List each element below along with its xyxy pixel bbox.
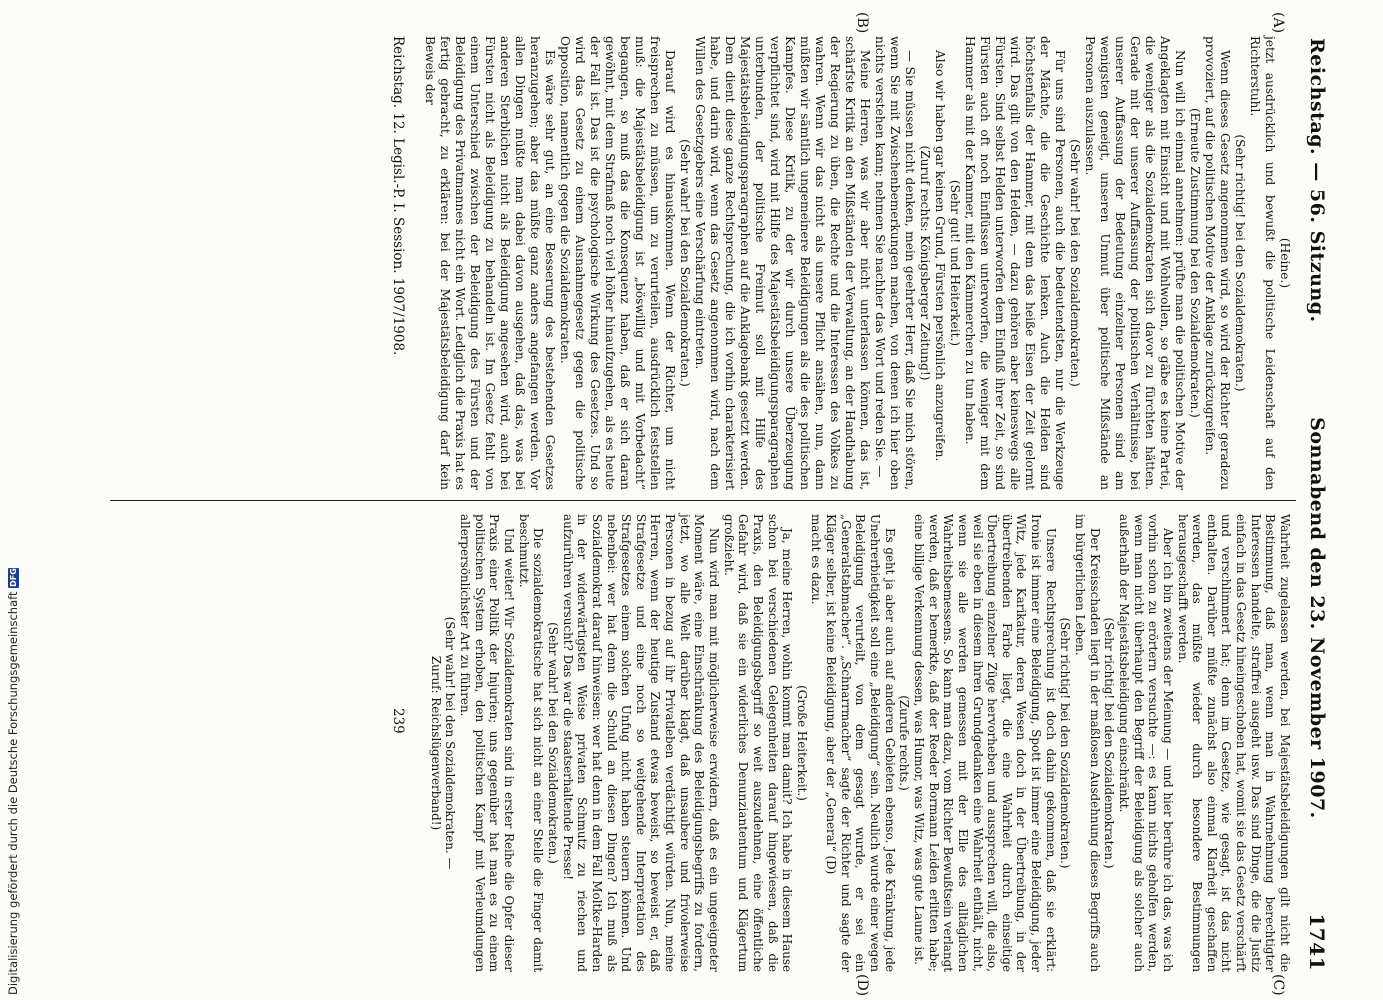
header-left-title: Reichstag. — 56. Sitzung. <box>1306 38 1328 323</box>
paragraph: Und weiter! Wir Sozialdemokraten sind in erster Reihe die Opfer dieser Praxis einer Politik der Injurien; uns gegenüber hat man es zu einem politischen System erhoben, den politischen Kampf mit Verleumdungen allerpersönlichster Art zu führen. <box>458 514 517 972</box>
paragraph: Nun wird man mit möglicherweise erwidern, daß es ein ungeeigneter Moment wäre, eine Einschränkung des Beleidigungsbegriffs zu fordern, jetzt, wo alle Welt darüber klagt, daß unsaubere und frivolerweise Personen in bezug auf ihr Privatleben verdächtigt würden. Nun, meine Herren, wenn der heutige Zustand etwas beweist, so beweist er, daß Strafgesetze und eine noch so weitgehende Interpretation des Strafgesetzes einem solchen Unfug nicht haben steuern können. Und nebenbei: wer hat denn die Schuld an diesen Dingen? Ich muß als Sozialdemokrat darauf hinweisen: wer hat denn in dem Fall Moltke-Harden in der widerwärtigsten Weise privaten Schmutz zu riechen und aufzurühren versucht? Das war die staatserhaltende Presse! <box>560 514 722 972</box>
digitization-credit <box>6 568 20 995</box>
column-divider <box>110 500 1296 501</box>
interjection-line: (Große Heiterkeit.) <box>794 685 809 801</box>
paragraph: Es wäre sehr gut, an eine Besserung des bestehenden Gesetzes heranzugehen; aber das müßte ganz anders angefangen werden. Vor allen Dingen müßte man dabei davon ausgehen, daß das, was bei anderen Sterblichen nicht als Beleidigung angesehen wird, auch bei Fürsten nicht als Beleidigung zu behandeln ist. Im Gesetz fehlt von einem Unterschied zwischen der Beleidigung des Fürsten und der Beleidigung des Privatmannes nicht ein Wort. Lediglich die Praxis hat es fertig gebracht, zu erklären: bei der Majestätsbeleidigung darf kein Beweis der <box>423 36 557 490</box>
interjection-line: (Zurufe rechts.) <box>897 695 912 791</box>
paragraph: — Sie müssen nicht denken, mein geehrter Herr, daß Sie mich stören, wenn Sie mit Zwischenbemerkungen machen, von denen ich hier oben nichts verstehen kann; nehmen Sie nachher das Wort und reden Sie. — <box>873 36 917 490</box>
interjection-line: (Sehr wahr! bei den Sozialdemokraten. — <box>443 616 458 870</box>
interjection-line: (Sehr wahr! bei den Sozialdemokraten.) <box>1068 139 1082 387</box>
interjection-line: (Sehr richtig! bei den Sozialdemokraten.) <box>1058 617 1073 869</box>
paragraph: Aber ich bin zweitens der Meinung — und hier berühre ich das, was ich vorhin schon zu erörtern versuchte —: es kann nichts geholfen werden, wenn man nicht überhaupt den Begriff der Beleidigung als solcher auch außerhalb der Majestätsbeleidigung einschränkt. <box>1116 514 1175 972</box>
interjection-line: (Erneute Zustimmung bei den Sozialdemokraten.) <box>1188 108 1202 418</box>
interjection-line: (Sehr richtig! bei den Sozialdemokraten.) <box>1233 134 1247 392</box>
paragraph: jetzt ausdrücklich und bewußt die politische Leidenschaft auf den Richterstuhl. <box>1248 36 1277 490</box>
rotated-sheet <box>50 8 1340 997</box>
paragraph: Die sozialdemokratische hat sich nicht an einer Stelle die Finger damit beschmutzt. <box>516 514 546 972</box>
paragraph: Es geht ja aber auch auf anderen Gebieten ebenso. Jede Kränkung, jede Unehrerbietigkeit soll eine „Beleidigung“ sein. Neulich wurde einer wegen Beleidigung verurteilt, von dem gesagt wurde, er sei ein „Generalstabmacher“. „Schnarrmacher“ sagte der Richter und sagte der Kläger selber, ist keine Beleidigung, aber der „General“ (D) <box>824 514 897 972</box>
left-text-column <box>422 36 1292 490</box>
interjection-line: (Heine.) <box>1278 237 1292 289</box>
interjection-line: (Sehr wahr! bei den Sozialdemokraten.) <box>678 139 692 387</box>
interjection-line: (Sehr richtig! bei den Sozialdemokraten.) <box>1102 617 1117 869</box>
paragraph: Darauf wird es hinauskommen. Wenn der Richter, um nicht freisprechen zu müssen, um zu verurteilen, ausdrücklich feststellen muß: die Majestätsbeleidigung ist „böswillig und mit Vorbedacht“ begangen, so muß das die Konsequenz haben, daß er sich daran gewöhnt, mit dem Strafmaß noch viel höher hinaufzugehen, als es heute der Fall ist. Das ist die psychologische Wirkung des Gesetzes. Und so wird das Gesetz zu einem Ausnahmegesetz gegen die politische Opposition, namentlich gegen die Sozialdemokraten. <box>558 36 677 490</box>
margin-mark-a: (A) <box>1270 12 1286 34</box>
credit-text: Digitalisierung gefördert durch die Deutsche Forschungsgemeinschaft <box>6 591 20 995</box>
page-header <box>1300 38 1334 971</box>
paragraph: Meine Herren, was wir aber nicht unterlassen können, das ist, schärfste Kritik an den Mißständen der Verwaltung, an der Handhabung der Regierung zu üben, die Rechte und die Interessen des Volkes zu wahren. Wenn wir das nicht als unsere Pflicht ansähen, nun, dann müßten wir sämtlich ungemeinere Beleidigungen als die des politischen Kampfes. Diese Kritik, zu der wir durch unsere Überzeugung verpflichtet sind, wird mit Hilfe des Majestätsbeleidigungsparagraphen unterbunden, der politische Freimut soll mit Hilfe des Majestätsbeleidigungsparagraphen auf die Anklagebank gesetzt werden. Dem dient diese ganze Rechtsprechung, die ich vorhin charakterisiert habe, und darin wird, wenn das Gesetz angenommen wird, nach dem Willen des Gesetzgebers eine Verschärfung eintreten. <box>693 36 872 490</box>
paragraph: Der Kreisschaden liegt in der maßlosen Ausdehnung dieses Begriffs auch im bürgerlichen Leben. <box>1073 514 1102 972</box>
right-text-column <box>428 514 1292 972</box>
interjection-line: (Sehr gut! und Heiterkeit.) <box>948 179 962 347</box>
paragraph: Für uns sind Personen, auch die bedeutendsten, nur die Werkzeuge der Mächte, die die Geschichte lenken. Auch die Helden sind höchstenfalls der Hammer, mit dem das heiße Eisen der Zeit gelormt wird. Das gilt von den Helden, — dazu gehören aber keineswegs alle Fürsten. Sind selbst Helden unterworfen dem Einfluß ihrer Zeit, so sind Fürsten auch oft noch Einflüssen unterworfen, die weniger mit dem Hammer als mit der Kammer, mit den Kämmerchen zu tun haben. <box>963 36 1067 490</box>
header-date: Sonnabend den 23. November 1907. <box>1306 417 1328 819</box>
margin-mark-d: (D) <box>854 974 870 997</box>
footer-session-info: Reichstag. 12. Legisl.-P. I. Session. 1907/1908. <box>390 36 406 356</box>
footer-page-number: 239 <box>390 708 406 734</box>
paragraph: Also wir haben gar keinen Grund, Fürsten persönlich anzugreifen. <box>933 50 947 462</box>
paragraph: Wenn dieses Gesetz angenommen wird, so wird der Richter geradezu provoziert, auf die politischen Motive der Anklage zurückzugreifen. <box>1203 36 1232 490</box>
interjection-line: (Zuruf rechts: Königsberger Zeitung!) <box>918 145 932 381</box>
paragraph: Unsere Rechtsprechung ist doch dahin gekommen, daß sie erklärt: Ironie ist immer eine Beleidigung, Spott ist immer eine Beleidigung, jeder Witz, jede Karikatur, deren Wesen doch in der Übertreibung, in der übertreibenden Farbe liegt, die eine Wahrheit durch einseitige Übertreibung einzelner Züge hervorheben und aussprechen will, die also, weil sie eben in diesem ihren Grundgedanken eine Wahrheit enthält, nicht, wenn sie alle werden gemessen mit der Elle des alltäglichen Wahrheitsbemessens. So kann man dazu, vom Richter Bewußtsein verlangt werden, daß er bemerkte, daß der Reeder Bormann Leiden erlitten habe; eine billige Verkennung dessen, was Humor, was Witz, was gute Laune ist. <box>911 514 1058 972</box>
paragraph: Nun will ich einmal annehmen: prüfte man die politischen Motive der Angeklagten mit Einsicht und mit Wohlwollen, so gäbe es keine Partei, die weniger als die Sozialdemokraten sich davor zu fürchten hätten. Gerade mit der unserer Auffassung der politischen Verhältnisse, bei unserer Auffassung der Bedeutung einzelner Personen sind am wenigsten geneigt, unseren Unmut über politische Mißstände an Personen auszulassen. <box>1083 36 1187 490</box>
paragraph: Ja, meine Herren, wohin kommt man damit? Ich habe in diesem Hause schon bei verschiedenen Gelegenheiten darauf hingewiesen, daß die Praxis, den Beleidigungsbegriff so weit auszudehnen, eine öffentliche Gefahr wird, daß sie ein widerliches Denunziantentum und Klägertum großzieht. <box>721 514 795 972</box>
paragraph: macht es dazu. <box>809 514 824 605</box>
paragraph: Wahrheit zugelassen werden, bei Majestätsbeleidigungen gilt nicht die Bestimmung, daß man, wenn man in Wahrnehmung berechtigter Interessen handelte, straffrei ausgeht usw. Das sind Dinge, die die Justiz einfach in das Gesetz hineingeschoben hat, womit sie das Gesetz verschärft und verschlimmert hat; denn im Gesetze, wie gesagt, ist das nicht enthalten. Darüber müßte zunächst also einmal Klarheit geschaffen werden, das müßte wieder durch besondere Bestimmungen herausgeschafft werden. <box>1175 514 1292 973</box>
margin-mark-c: (C) <box>1270 974 1286 996</box>
margin-mark-b: (B) <box>854 12 870 34</box>
dfg-logo-icon: DFG <box>8 568 18 587</box>
interjection-line: (Sehr wahr! bei den Sozialdemokraten.) <box>545 622 560 864</box>
interjection-line: Zuruf: Reichslügenverband!) <box>428 655 443 831</box>
header-page-number: 1741 <box>1305 913 1329 971</box>
